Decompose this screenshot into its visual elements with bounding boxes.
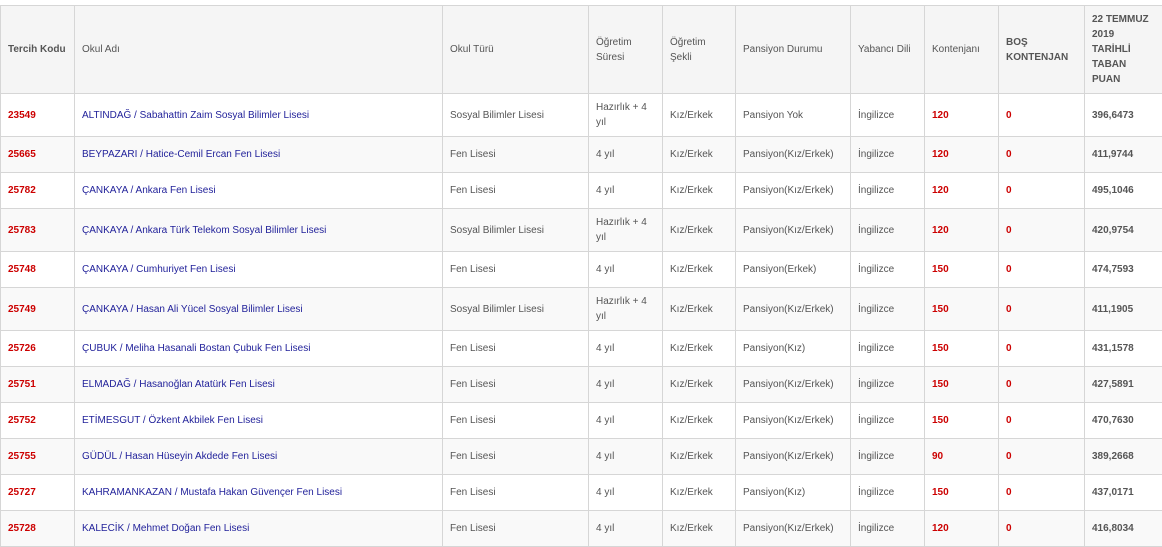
school-link[interactable]: KAHRAMANKAZAN / Mustafa Hakan Güvençer Fen Lisesi xyxy=(82,487,342,498)
ogretim-suresi-cell: 4 yıl xyxy=(589,439,663,475)
yabanci-dil-cell: İngilizce xyxy=(851,288,925,331)
pansiyon-durumu-cell: Pansiyon Yok xyxy=(736,94,851,137)
pansiyon-durumu-cell: Pansiyon(Kız/Erkek) xyxy=(736,209,851,252)
ogretim-sekli-cell: Kız/Erkek xyxy=(663,173,736,209)
school-link[interactable]: BEYPAZARI / Hatice-Cemil Ercan Fen Lisesi xyxy=(82,149,280,160)
ogretim-sekli-cell: Kız/Erkek xyxy=(663,475,736,511)
okul-adi-cell xyxy=(75,403,443,439)
ogretim-sekli-cell: Kız/Erkek xyxy=(663,252,736,288)
ogretim-sekli-cell: Kız/Erkek xyxy=(663,403,736,439)
tercih-kodu-cell: 25749 xyxy=(1,288,75,331)
header-kontenjan: Kontenjanı xyxy=(925,6,999,94)
school-link[interactable]: ÇANKAYA / Hasan Ali Yücel Sosyal Bilimler Lisesi xyxy=(82,304,303,315)
pansiyon-durumu-cell: Pansiyon(Kız/Erkek) xyxy=(736,367,851,403)
ogretim-suresi-cell: 4 yıl xyxy=(589,137,663,173)
kontenjan-cell: 150 xyxy=(925,252,999,288)
okul-adi-cell xyxy=(75,475,443,511)
table-row xyxy=(1,367,1162,403)
bos-kontenjan-cell: 0 xyxy=(999,209,1085,252)
table-row xyxy=(1,252,1162,288)
okul-adi-cell xyxy=(75,511,443,547)
okul-adi-cell xyxy=(75,331,443,367)
okul-turu-cell: Sosyal Bilimler Lisesi xyxy=(443,209,589,252)
bos-kontenjan-cell: 0 xyxy=(999,367,1085,403)
bos-kontenjan-cell: 0 xyxy=(999,403,1085,439)
kontenjan-cell: 120 xyxy=(925,511,999,547)
pansiyon-durumu-cell: Pansiyon(Kız) xyxy=(736,331,851,367)
okul-turu-cell: Fen Lisesi xyxy=(443,439,589,475)
kontenjan-cell: 150 xyxy=(925,475,999,511)
pansiyon-durumu-cell: Pansiyon(Kız/Erkek) xyxy=(736,439,851,475)
ogretim-sekli-cell: Kız/Erkek xyxy=(663,137,736,173)
header-taban-puan: 22 TEMMUZ 2019 TARİHLİ TABAN PUAN xyxy=(1085,6,1162,94)
ogretim-suresi-cell: Hazırlık + 4 yıl xyxy=(589,94,663,137)
tercih-kodu-cell: 25782 xyxy=(1,173,75,209)
table-row xyxy=(1,137,1162,173)
pansiyon-durumu-cell: Pansiyon(Kız/Erkek) xyxy=(736,137,851,173)
header-yabanci-dil: Yabancı Dili xyxy=(851,6,925,94)
header-ogretim-suresi: Öğretim Süresi xyxy=(589,6,663,94)
schools-table xyxy=(0,5,1162,547)
pansiyon-durumu-cell: Pansiyon(Kız/Erkek) xyxy=(736,511,851,547)
kontenjan-cell: 90 xyxy=(925,439,999,475)
pansiyon-durumu-cell: Pansiyon(Kız/Erkek) xyxy=(736,288,851,331)
school-link[interactable]: ELMADAĞ / Hasanoğlan Atatürk Fen Lisesi xyxy=(82,379,275,390)
bos-kontenjan-cell: 0 xyxy=(999,511,1085,547)
header-okul-turu: Okul Türü xyxy=(443,6,589,94)
school-link[interactable]: ÇANKAYA / Ankara Türk Telekom Sosyal Bilimler Lisesi xyxy=(82,225,326,236)
ogretim-suresi-cell: Hazırlık + 4 yıl xyxy=(589,288,663,331)
pansiyon-durumu-cell: Pansiyon(Kız/Erkek) xyxy=(736,403,851,439)
pansiyon-durumu-cell: Pansiyon(Kız/Erkek) xyxy=(736,173,851,209)
taban-puan-cell: 427,5891 xyxy=(1085,367,1162,403)
table-row xyxy=(1,94,1162,137)
ogretim-suresi-cell: 4 yıl xyxy=(589,252,663,288)
yabanci-dil-cell: İngilizce xyxy=(851,403,925,439)
tercih-kodu-cell: 25752 xyxy=(1,403,75,439)
ogretim-suresi-cell: Hazırlık + 4 yıl xyxy=(589,209,663,252)
yabanci-dil-cell: İngilizce xyxy=(851,331,925,367)
ogretim-sekli-cell: Kız/Erkek xyxy=(663,331,736,367)
ogretim-sekli-cell: Kız/Erkek xyxy=(663,94,736,137)
yabanci-dil-cell: İngilizce xyxy=(851,209,925,252)
kontenjan-cell: 120 xyxy=(925,173,999,209)
taban-puan-cell: 416,8034 xyxy=(1085,511,1162,547)
table-row xyxy=(1,511,1162,547)
ogretim-suresi-cell: 4 yıl xyxy=(589,173,663,209)
okul-adi-cell xyxy=(75,288,443,331)
header-okul-adi: Okul Adı xyxy=(75,6,443,94)
ogretim-suresi-cell: 4 yıl xyxy=(589,511,663,547)
kontenjan-cell: 150 xyxy=(925,367,999,403)
okul-adi-cell xyxy=(75,367,443,403)
taban-puan-cell: 431,1578 xyxy=(1085,331,1162,367)
okul-adi-cell xyxy=(75,209,443,252)
taban-puan-cell: 495,1046 xyxy=(1085,173,1162,209)
school-link[interactable]: ALTINDAĞ / Sabahattin Zaim Sosyal Bilimler Lisesi xyxy=(82,110,309,121)
header-bos-kontenjan: BOŞ KONTENJAN xyxy=(999,6,1085,94)
ogretim-sekli-cell: Kız/Erkek xyxy=(663,439,736,475)
schools-table-container xyxy=(0,5,1162,547)
okul-turu-cell: Fen Lisesi xyxy=(443,403,589,439)
bos-kontenjan-cell: 0 xyxy=(999,288,1085,331)
okul-turu-cell: Fen Lisesi xyxy=(443,511,589,547)
okul-turu-cell: Sosyal Bilimler Lisesi xyxy=(443,288,589,331)
pansiyon-durumu-cell: Pansiyon(Kız) xyxy=(736,475,851,511)
taban-puan-cell: 420,9754 xyxy=(1085,209,1162,252)
school-link[interactable]: ÇUBUK / Meliha Hasanali Bostan Çubuk Fen Lisesi xyxy=(82,343,310,354)
kontenjan-cell: 120 xyxy=(925,137,999,173)
yabanci-dil-cell: İngilizce xyxy=(851,511,925,547)
kontenjan-cell: 150 xyxy=(925,288,999,331)
yabanci-dil-cell: İngilizce xyxy=(851,475,925,511)
tercih-kodu-cell: 23549 xyxy=(1,94,75,137)
ogretim-sekli-cell: Kız/Erkek xyxy=(663,288,736,331)
table-row xyxy=(1,331,1162,367)
okul-turu-cell: Fen Lisesi xyxy=(443,252,589,288)
kontenjan-cell: 150 xyxy=(925,331,999,367)
taban-puan-cell: 396,6473 xyxy=(1085,94,1162,137)
tercih-kodu-cell: 25748 xyxy=(1,252,75,288)
taban-puan-cell: 437,0171 xyxy=(1085,475,1162,511)
ogretim-sekli-cell: Kız/Erkek xyxy=(663,511,736,547)
taban-puan-cell: 474,7593 xyxy=(1085,252,1162,288)
header-ogretim-sekli: Öğretim Şekli xyxy=(663,6,736,94)
bos-kontenjan-cell: 0 xyxy=(999,173,1085,209)
okul-adi-cell xyxy=(75,173,443,209)
kontenjan-cell: 150 xyxy=(925,403,999,439)
tercih-kodu-cell: 25751 xyxy=(1,367,75,403)
yabanci-dil-cell: İngilizce xyxy=(851,137,925,173)
ogretim-suresi-cell: 4 yıl xyxy=(589,331,663,367)
pansiyon-durumu-cell: Pansiyon(Erkek) xyxy=(736,252,851,288)
taban-puan-cell: 470,7630 xyxy=(1085,403,1162,439)
yabanci-dil-cell: İngilizce xyxy=(851,173,925,209)
okul-adi-cell xyxy=(75,252,443,288)
yabanci-dil-cell: İngilizce xyxy=(851,94,925,137)
table-row xyxy=(1,475,1162,511)
okul-adi-cell xyxy=(75,94,443,137)
ogretim-sekli-cell: Kız/Erkek xyxy=(663,367,736,403)
table-row xyxy=(1,439,1162,475)
okul-turu-cell: Sosyal Bilimler Lisesi xyxy=(443,94,589,137)
school-link[interactable]: KALECİK / Mehmet Doğan Fen Lisesi xyxy=(82,523,249,534)
yabanci-dil-cell: İngilizce xyxy=(851,252,925,288)
ogretim-suresi-cell: 4 yıl xyxy=(589,475,663,511)
table-row xyxy=(1,403,1162,439)
okul-turu-cell: Fen Lisesi xyxy=(443,331,589,367)
header-tercih-kodu: Tercih Kodu xyxy=(1,6,75,94)
table-header-row xyxy=(1,6,1162,94)
table-row xyxy=(1,209,1162,252)
tercih-kodu-cell: 25728 xyxy=(1,511,75,547)
taban-puan-cell: 411,1905 xyxy=(1085,288,1162,331)
bos-kontenjan-cell: 0 xyxy=(999,137,1085,173)
bos-kontenjan-cell: 0 xyxy=(999,331,1085,367)
ogretim-suresi-cell: 4 yıl xyxy=(589,367,663,403)
school-link[interactable]: ÇANKAYA / Ankara Fen Lisesi xyxy=(82,185,216,196)
ogretim-suresi-cell: 4 yıl xyxy=(589,403,663,439)
okul-adi-cell xyxy=(75,439,443,475)
okul-turu-cell: Fen Lisesi xyxy=(443,475,589,511)
school-link[interactable]: GÜDÜL / Hasan Hüseyin Akdede Fen Lisesi xyxy=(82,451,277,462)
okul-adi-cell xyxy=(75,137,443,173)
okul-turu-cell: Fen Lisesi xyxy=(443,367,589,403)
tercih-kodu-cell: 25727 xyxy=(1,475,75,511)
yabanci-dil-cell: İngilizce xyxy=(851,439,925,475)
okul-turu-cell: Fen Lisesi xyxy=(443,173,589,209)
bos-kontenjan-cell: 0 xyxy=(999,94,1085,137)
table-row xyxy=(1,173,1162,209)
school-link[interactable]: ETİMESGUT / Özkent Akbilek Fen Lisesi xyxy=(82,415,263,426)
taban-puan-cell: 389,2668 xyxy=(1085,439,1162,475)
table-row xyxy=(1,288,1162,331)
bos-kontenjan-cell: 0 xyxy=(999,439,1085,475)
tercih-kodu-cell: 25755 xyxy=(1,439,75,475)
yabanci-dil-cell: İngilizce xyxy=(851,367,925,403)
kontenjan-cell: 120 xyxy=(925,94,999,137)
bos-kontenjan-cell: 0 xyxy=(999,252,1085,288)
tercih-kodu-cell: 25665 xyxy=(1,137,75,173)
tercih-kodu-cell: 25783 xyxy=(1,209,75,252)
taban-puan-cell: 411,9744 xyxy=(1085,137,1162,173)
okul-turu-cell: Fen Lisesi xyxy=(443,137,589,173)
ogretim-sekli-cell: Kız/Erkek xyxy=(663,209,736,252)
bos-kontenjan-cell: 0 xyxy=(999,475,1085,511)
tercih-kodu-cell: 25726 xyxy=(1,331,75,367)
header-pansiyon-durumu: Pansiyon Durumu xyxy=(736,6,851,94)
school-link[interactable]: ÇANKAYA / Cumhuriyet Fen Lisesi xyxy=(82,264,236,275)
kontenjan-cell: 120 xyxy=(925,209,999,252)
